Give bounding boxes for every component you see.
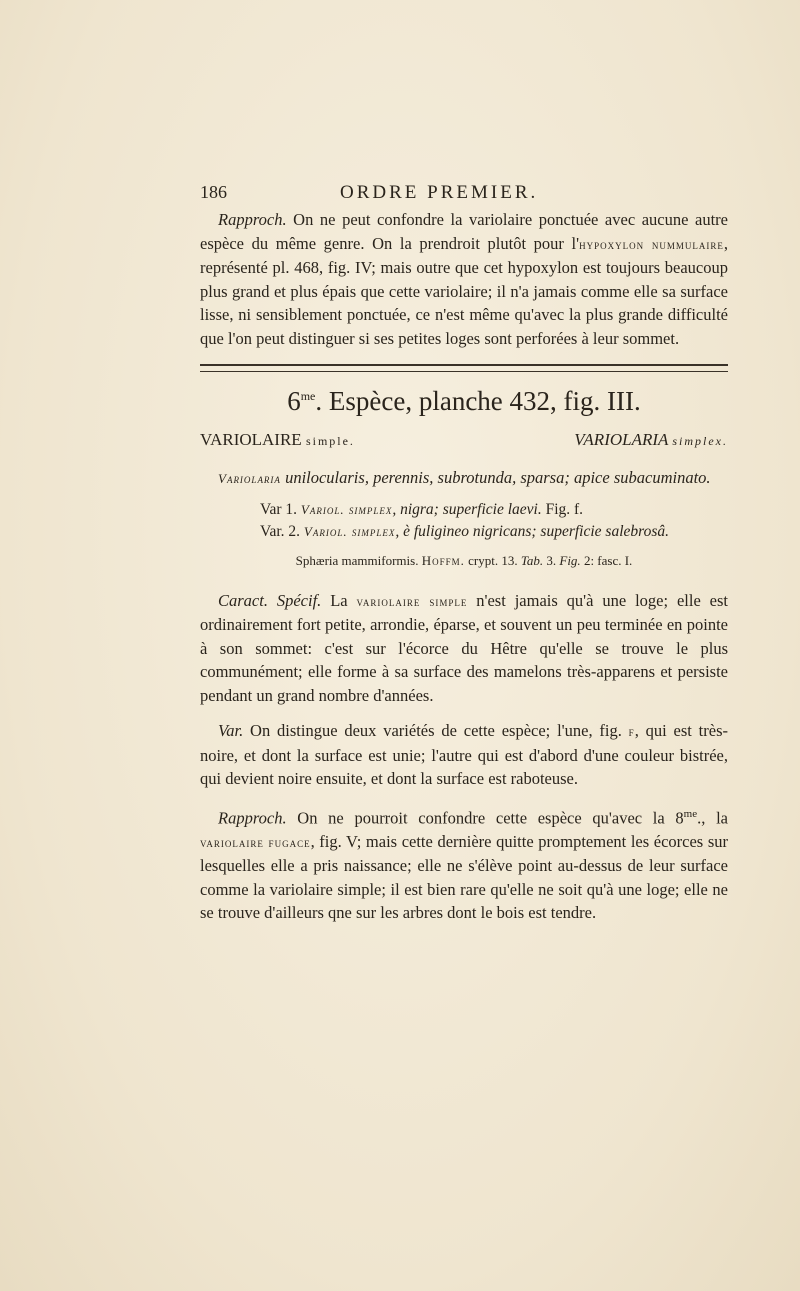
synonym-text: crypt. 13. [464, 552, 521, 568]
latin-name [574, 430, 728, 456]
french-genus: VARIOLAIRE [200, 430, 302, 449]
page-content [200, 182, 728, 925]
para-text: On distingue deux variétés de cette espèce; l'une, fig. [243, 721, 629, 740]
para-lead: Var. [218, 721, 244, 740]
para-text: ., la [697, 808, 728, 827]
latin-species: simplex. [672, 434, 728, 448]
para-text: , fig. V; mais cette dernière quitte promptement les écorces sur lesquelles elle a pris naissance; elle ne s'élève point au-dessus de leur surface comme la variolaire simple; il est bien rare qu'elle ne soit qu'à une loge; elle ne se trouve d'ailleurs qne sur les arbres dont le bois est tendre. [200, 831, 728, 922]
para-lead: Rapproch. [218, 210, 287, 229]
variety-2 [260, 521, 728, 543]
para-lead: Rapproch. [218, 808, 287, 827]
synonym-italic: Tab. [520, 552, 544, 568]
synonym-text: 3. [543, 552, 560, 568]
small-caps-text: Hoffm. [421, 552, 465, 568]
small-caps-text: variolaire simple [356, 593, 468, 609]
para-text: , représenté pl. 468, fig. IV; mais outre que cet hypoxylon est toujours beaucoup plus grand et plus épais que cette variolaire; il n'a jamais comme elle sa surface lisse, ni sensiblement ponctuée, ce n'est même qu'avec la plus grande difficulté que l'on peut distinguer si ses petites loges sont perforées à leur sommet. [200, 233, 729, 348]
variety-text: , è fuligineo nigricans; superficie salebrosâ. [395, 522, 670, 540]
french-name [200, 430, 355, 456]
variety-fig: Fig. f. [541, 500, 584, 518]
synonym-text: Sphæria mammiformis. [295, 552, 422, 568]
paragraph-var [200, 719, 728, 791]
variety-label: Var 1. [260, 500, 301, 518]
variety-1 [260, 499, 728, 521]
small-caps-text: Variol. simplex [303, 523, 396, 539]
heading-text: . Espèce, planche 432, fig. III. [315, 386, 641, 416]
para-text: On ne pourroit confondre cette espèce qu'avec la 8 [286, 808, 684, 827]
running-head: ORDRE PREMIER. [340, 182, 539, 203]
small-caps-text: hypoxylon nummulaire [579, 236, 724, 252]
french-species: simple. [305, 434, 355, 448]
small-caps-text: variolaire fugace [200, 834, 311, 850]
para-text: On ne peut confondre la variolaire ponctuée avec aucune autre espèce du même genre. On la prendroit plutôt pour l' [200, 210, 728, 253]
small-caps-text: Variol. simplex [300, 501, 393, 517]
page-header [200, 182, 728, 208]
heading-sup: me [300, 389, 316, 403]
heading-number: 6 [287, 386, 301, 416]
small-caps-text: Variolaria [218, 471, 281, 486]
para-text: La [321, 590, 357, 610]
diagnosis-text: unilocularis, perennis, subrotunda, sparsa; apice subacuminato. [280, 468, 711, 487]
paragraph-caract [200, 589, 728, 708]
variety-label: Var. 2. [260, 522, 304, 540]
paragraph-rapproch-1 [200, 208, 728, 350]
latin-genus: VARIOLARIA [574, 430, 669, 449]
species-names [200, 430, 728, 456]
synonym-reference [200, 553, 728, 577]
para-lead: Caract. Spécif. [218, 590, 322, 610]
para-text: , qui est très-noire, et dont la surface est unie; l'autre qui est d'abord d'une couleur bistrée, qui devient noire ensuite, et dont la surface est raboteuse. [200, 721, 728, 788]
paragraph-rapproch-2 [200, 803, 728, 925]
species-heading [200, 386, 728, 422]
synonym-italic: Fig. [559, 552, 581, 568]
variety-text: , nigra; superficie laevi. [392, 500, 542, 518]
para-sup: me [683, 807, 698, 820]
para-text: n'est jamais qu'à une loge; elle est ordinairement fort petite, arrondie, éparse, et souvent un peu terminée en pointe à son sommet: c'est sur l'écorce du Hêtre qu'elle se trouve le plus communément; elle forme à sa surface des mamelons très-apparens et persiste pendant un grand nombre d'années. [200, 590, 728, 705]
latin-diagnosis [200, 466, 728, 491]
page-number: 186 [200, 182, 227, 202]
synonym-text: 2: fasc. I. [580, 552, 633, 568]
small-caps-text: f [628, 724, 635, 739]
section-rule [200, 364, 728, 372]
